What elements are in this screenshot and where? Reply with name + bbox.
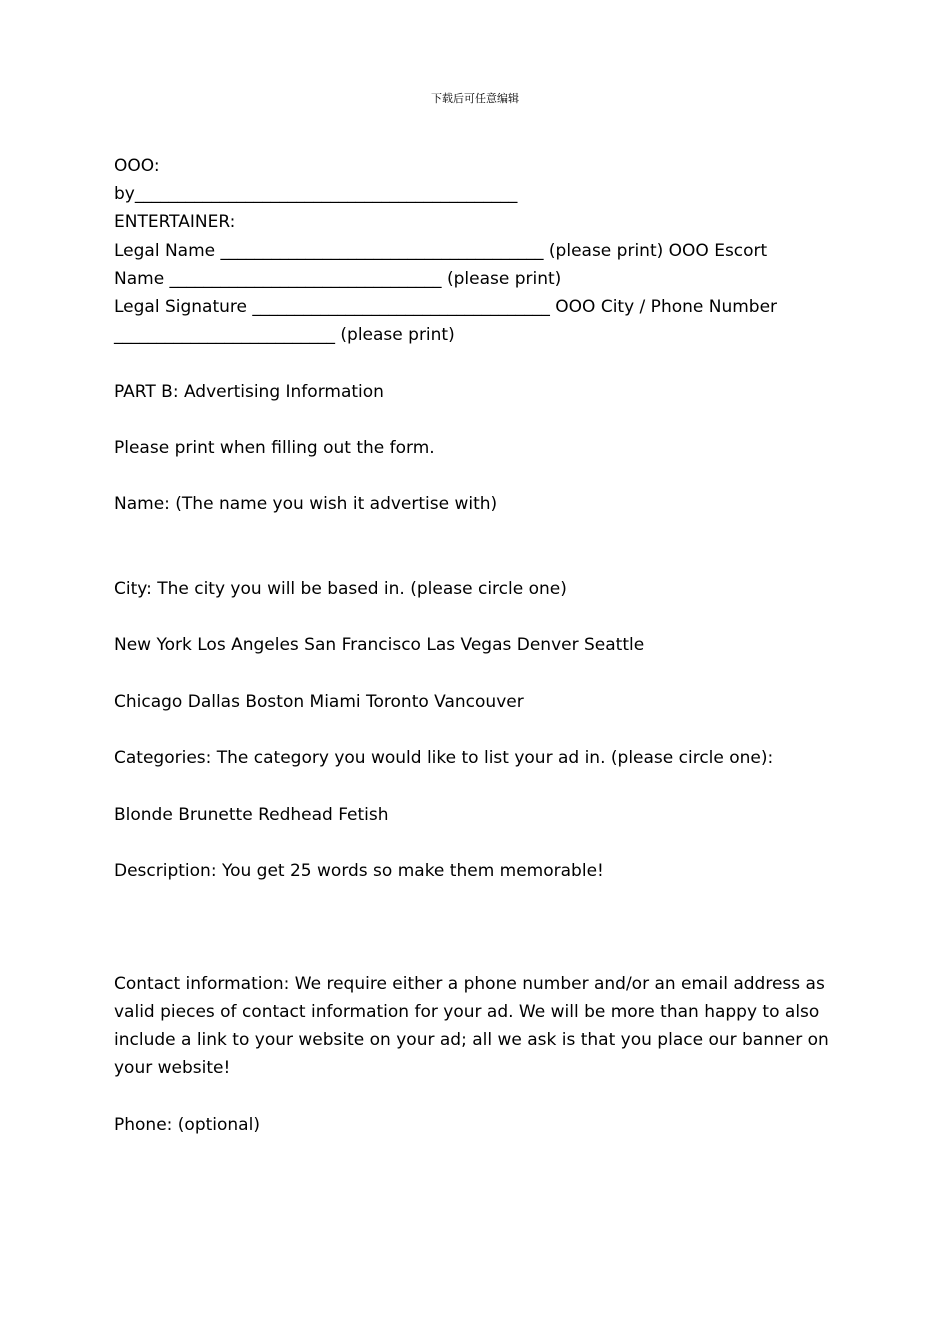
document-body: [114, 152, 836, 1167]
city-field-label: City: The city you will be based in. (please circle one): [114, 578, 567, 599]
signature-block: [114, 152, 836, 349]
description-field-label: Description: You get 25 words so make them memorable!: [114, 860, 604, 881]
name-field-label: Name: (The name you wish it advertise with): [114, 494, 498, 515]
contact-information-text: Contact information: We require either a phone number and/or an email address as valid pieces of contact information for your ad. We will be more than happy to also include a link to your website on your ad; all we ask is that you place our banner on your website!: [114, 973, 835, 1079]
category-options: Blonde Brunette Redhead Fetish: [114, 804, 389, 825]
legal-signature-line: Legal Signature ___________________________________ OOO City / Phone Number: [114, 297, 778, 318]
phone-field-label: Phone: (optional): [114, 1114, 260, 1135]
part-b-heading: PART B: Advertising Information: [114, 381, 384, 402]
ooo-by-line: by_____________________________________________: [114, 184, 518, 205]
ooo-label: OOO:: [114, 156, 160, 176]
city-options-row-2: Chicago Dallas Boston Miami Toronto Vancouver: [114, 691, 524, 712]
escort-name-line: Name ________________________________ (please print): [114, 268, 562, 289]
description-answer-space-extra: [114, 942, 836, 970]
name-answer-space: [114, 519, 836, 575]
city-options-row-1: New York Los Angeles San Francisco Las Vegas Denver Seattle: [114, 635, 645, 656]
description-answer-space: [114, 885, 836, 941]
entertainer-label: ENTERTAINER:: [114, 212, 236, 233]
categories-field-label: Categories: The category you would like to list your ad in. (please circle one):: [114, 748, 774, 769]
legal-name-line: Legal Name ______________________________________ (please print) OOO Escort: [114, 240, 768, 261]
city-phone-line: __________________________ (please print): [114, 325, 455, 346]
header-note: 下载后可任意编辑: [431, 92, 519, 105]
print-instruction: Please print when filling out the form.: [114, 438, 435, 458]
